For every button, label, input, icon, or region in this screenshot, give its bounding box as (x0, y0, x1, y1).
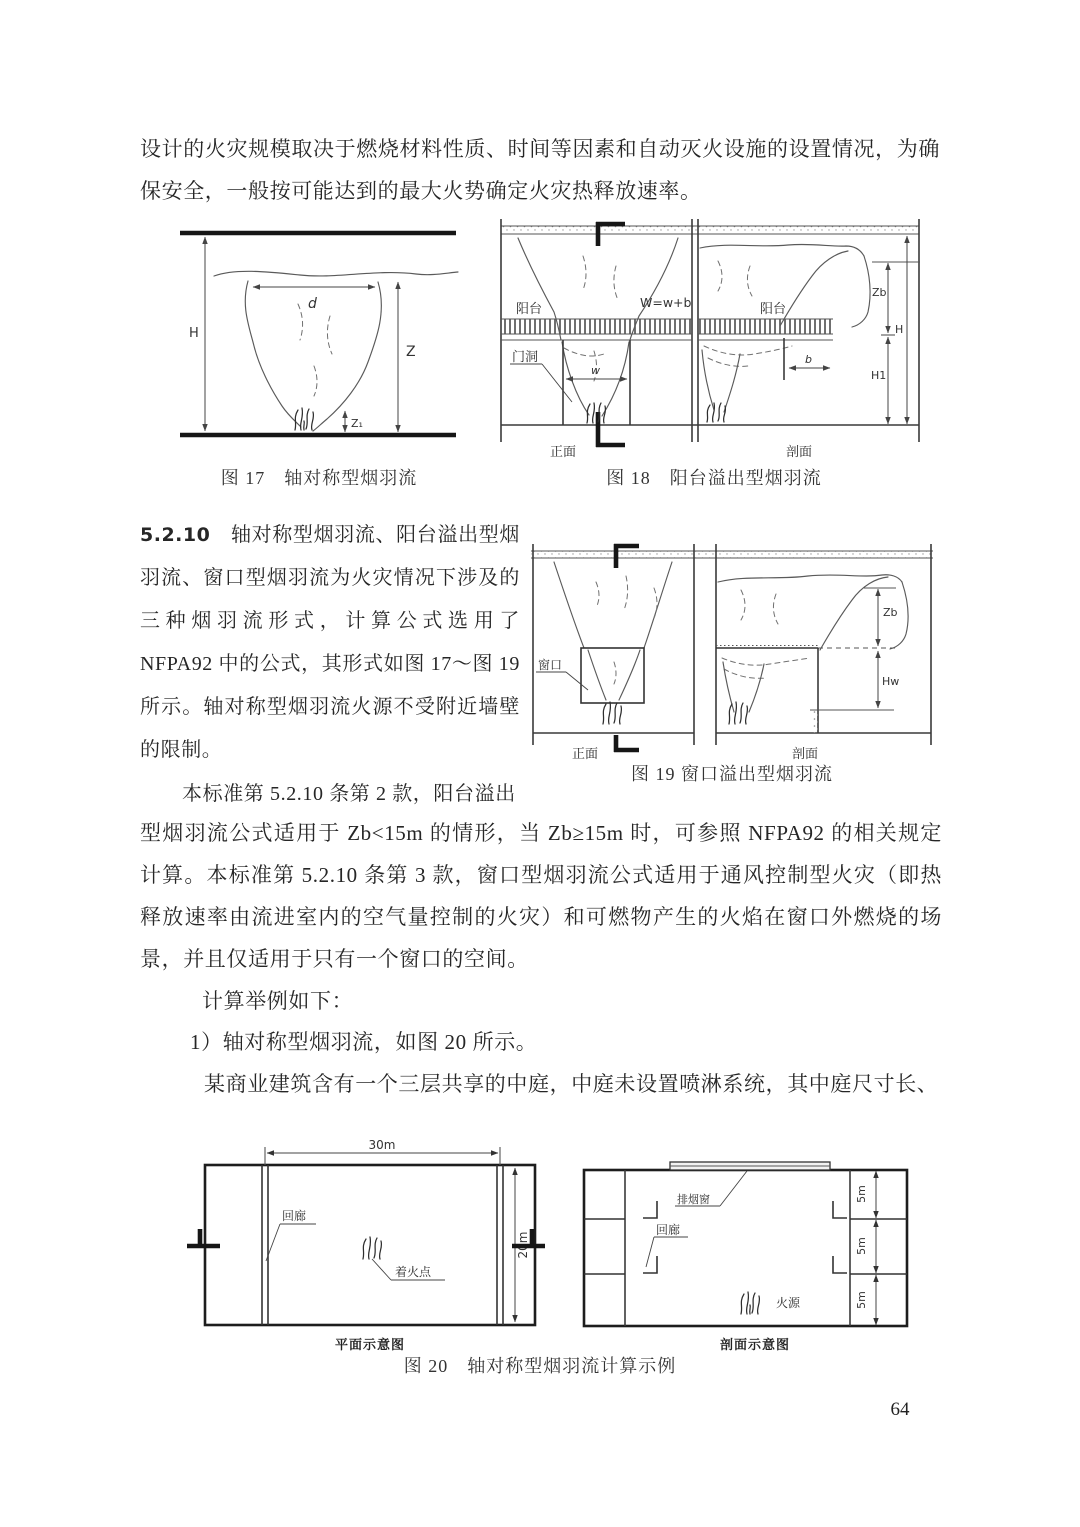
fire-icon (729, 702, 747, 724)
fig18-label-H: H (895, 323, 904, 336)
fig19-label-window: 窗口 (538, 658, 563, 672)
section-5-2-10-paragraph (140, 514, 520, 772)
fire-icon (707, 403, 725, 422)
figure-19-window-spill-plume-drawing (526, 542, 938, 762)
figure-20-section-view-drawing (580, 1140, 930, 1332)
fig18-label-door: 门洞 (512, 349, 539, 364)
fig17-label-Z: Z (406, 344, 416, 360)
paragraph-example-item: 1）轴对称型烟羽流，如图 20 所示。 (190, 1030, 538, 1054)
fig20-section-dim-5m-2: 5m (855, 1237, 868, 1255)
paragraph-example-description: 某商业建筑含有一个三层共享的中庭，中庭未设置喷淋系统，其中庭尺寸长、 (204, 1072, 939, 1096)
fig17-label-d: d (308, 296, 317, 312)
fig19-label-section: 剖面 (792, 746, 819, 761)
paragraph-clause2-first-line: 本标准第 5.2.10 条第 2 款，阳台溢出 (182, 783, 516, 805)
fig18-label-H1: H1 (871, 369, 887, 382)
fig19-label-Zb: Zb (883, 606, 898, 619)
fire-icon (741, 1292, 759, 1314)
fig18-label-section: 剖面 (786, 444, 813, 459)
figure-20-caption: 图 20 轴对称型烟羽流计算示例 (403, 1356, 677, 1376)
fig18-label-w-total: W=w+b (640, 295, 692, 310)
fire-icon (603, 702, 621, 724)
figure-20-plan-title: 平面示意图 (334, 1337, 405, 1352)
fig20-plan-corridor-label: 回廊 (282, 1209, 307, 1223)
fig18-label-balcony-right: 阳台 (760, 301, 787, 316)
figure-19-caption: 图 19 窗口溢出型烟羽流 (631, 764, 833, 784)
fig18-label-front: 正面 (550, 444, 577, 459)
fig20-section-dim-5m-1: 5m (855, 1185, 868, 1203)
section-number: 5.2.10 (140, 524, 211, 546)
fig17-label-Z1: Z₁ (351, 417, 363, 430)
fig18-label-b: b (805, 353, 812, 366)
fig20-section-vent-label: 排烟窗 (677, 1194, 710, 1206)
fig18-label-w: w (591, 364, 600, 377)
fig20-section-fire-label: 火源 (776, 1296, 801, 1310)
figure-20-section-title: 剖面示意图 (719, 1337, 790, 1352)
fig20-plan-fire-point-label: 着火点 (395, 1265, 432, 1279)
fire-icon (295, 408, 313, 430)
fig19-label-Hw: Hw (882, 675, 900, 688)
figure-20-plan-view-drawing (175, 1140, 565, 1332)
paragraph-intro: 设计的火灾规模取决于燃烧材料性质、时间等因素和自动灭火设施的设置情况，为确保安全，一般按可能达到的最大火势确定火灾热释放速率。 (140, 137, 940, 203)
section-5-2-10 (140, 514, 520, 816)
figure-17-axisymmetric-plume-drawing (178, 224, 460, 464)
fig20-section-dim-5m-3: 5m (855, 1291, 868, 1309)
page-number: 64 (890, 1399, 910, 1420)
fig20-plan-dim-20m: 20m (516, 1231, 530, 1259)
fig18-label-Zb: Zb (872, 286, 887, 299)
figure-17-caption: 图 17 轴对称型烟羽流 (220, 468, 418, 488)
figure-18-balcony-spill-plume-drawing (488, 216, 940, 464)
figure-18-caption: 图 18 阳台溢出型烟羽流 (606, 468, 822, 488)
section-text: 轴对称型烟羽流、阳台溢出型烟羽流、窗口型烟羽流为火灾情况下涉及的三种烟羽流形式，计算公式选用了 NFPA92 中的公式，其形式如图 17～图 19 所示。轴对称型烟羽流火源不受附近墙壁的限制。 (140, 524, 520, 761)
fig17-label-H: H (189, 326, 199, 341)
paragraph-example-intro: 计算举例如下： (202, 989, 354, 1013)
paragraph-clause2-rest: 型烟羽流公式适用于 Zb<15m 的情形，当 Zb≥15m 时，可参照 NFPA92 的相关规定计算。本标准第 5.2.10 条第 3 款，窗口型烟羽流公式适用于通风控制型火灾（即热释放速率由流进室内的空气量控制的火灾）和可燃物产生的火焰在窗口外燃烧的场景，并且仅适用于只有一个窗口的空间。 (140, 821, 942, 971)
fig20-plan-dim-30m: 30m (368, 1140, 396, 1152)
fig18-label-balcony-left: 阳台 (516, 301, 543, 316)
fig20-section-corridor-label: 回廊 (656, 1223, 681, 1237)
fire-icon (363, 1237, 381, 1259)
fig19-label-front: 正面 (572, 746, 599, 761)
